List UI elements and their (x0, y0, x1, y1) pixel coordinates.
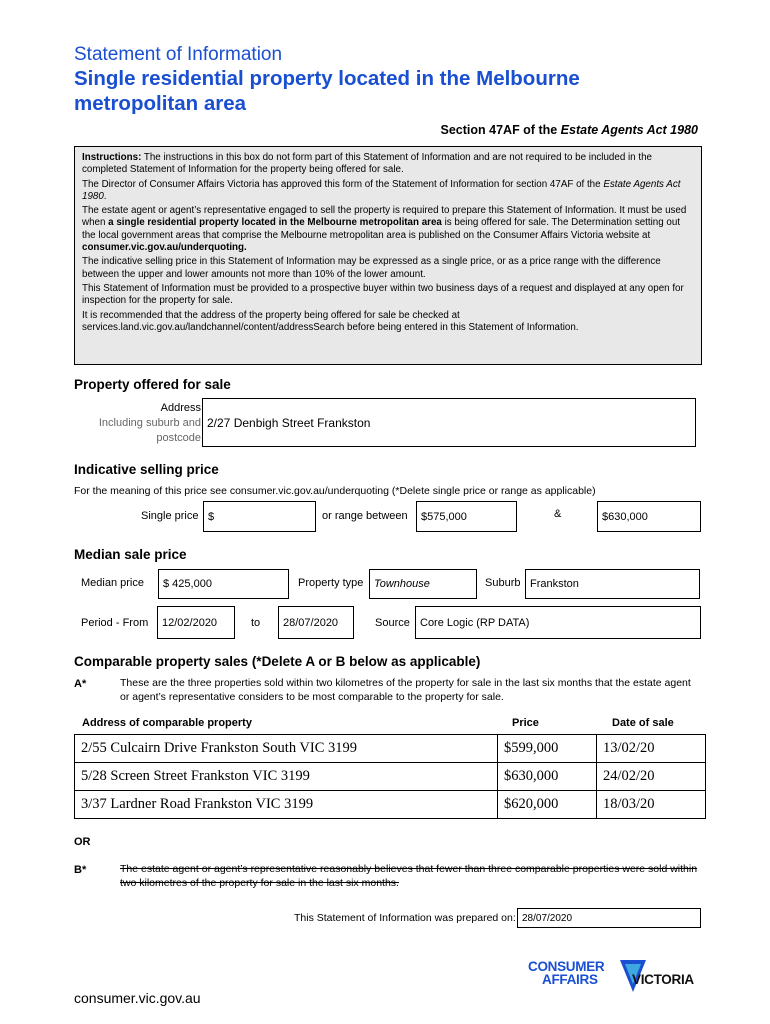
range-label: or range between (322, 510, 408, 522)
consumer-affairs-victoria-logo (528, 958, 708, 1010)
table-row (75, 735, 706, 763)
title-line-1: Single residential property located in the Melbourne (74, 67, 580, 90)
range-high-field[interactable]: $630,000 (597, 501, 701, 532)
instructions-p3-bold: a single residential property located in the Melbourne metropolitan area (108, 217, 442, 229)
instructions-p4: The indicative selling price in this Statement of Information may be expressed as a single price, or as a price range with the difference between the upper and lower amounts not more than 10% of the lower amount. (82, 256, 661, 280)
instructions-p5: This Statement of Information must be provided to a prospective buyer within two business days of a request and displayed at any open for inspection for the property for sale. (82, 282, 684, 307)
comparable-price-cell[interactable]: $630,000 (498, 763, 597, 791)
table-row (75, 791, 706, 819)
instructions-p3-mid: is being offered for sale. The Determination setting out the local government areas that comprise the Melbourne metropolitan area is published on the Consumer Affairs Victoria website at (82, 217, 681, 241)
source-field[interactable]: Core Logic (RP DATA) (415, 606, 701, 639)
section-reference (441, 123, 698, 137)
document-title (74, 66, 714, 116)
single-price-field[interactable]: $ (203, 501, 316, 532)
source-label: Source (375, 617, 410, 629)
footer-url[interactable]: consumer.vic.gov.au (74, 990, 201, 1006)
suburb-field[interactable]: Frankston (525, 569, 700, 599)
period-to-label: to (251, 617, 261, 629)
or-label: OR (74, 836, 91, 848)
instructions-p3: The estate agent or agent’s representative engaged to sell the property is required to prepare this Statement of Information. It must be used when (82, 205, 687, 229)
document-subtitle: Statement of Information (74, 44, 283, 65)
logo-text-consumer: CONSUMER (528, 959, 605, 974)
period-from-label: Period - From (81, 617, 149, 629)
comparable-price-cell[interactable]: $599,000 (498, 735, 597, 763)
address-label-line1: Address (160, 402, 201, 414)
property-heading: Property offered for sale (74, 377, 231, 392)
median-price-field[interactable]: $ 425,000 (158, 569, 289, 599)
address-label (74, 401, 201, 446)
table-row (75, 763, 706, 791)
address-label-line2: Including suburb and (98, 417, 201, 429)
option-a-label: A* (74, 678, 87, 690)
indicative-heading: Indicative selling price (74, 462, 219, 477)
instructions-p2: The Director of Consumer Affairs Victoria has approved this form of the Statement of Information for section 47AF of the (82, 178, 604, 190)
period-to-field[interactable]: 28/07/2020 (278, 606, 354, 639)
comparable-heading: Comparable property sales (*Delete A or B below as applicable) (74, 654, 481, 669)
median-price-label: Median price (81, 577, 144, 589)
comparable-date-cell[interactable]: 13/02/20 (597, 735, 706, 763)
range-ampersand: & (554, 508, 562, 520)
property-type-label: Property type (298, 577, 364, 589)
comparable-address-cell[interactable]: 5/28 Screen Street Frankston VIC 3199 (75, 763, 498, 791)
comparable-price-cell[interactable]: $620,000 (498, 791, 597, 819)
comparable-address-cell[interactable]: 3/37 Lardner Road Frankston VIC 3199 (75, 791, 498, 819)
suburb-label: Suburb (485, 577, 521, 589)
range-low-field[interactable]: $575,000 (416, 501, 517, 532)
address-label-line3: postcode (156, 432, 201, 444)
single-price-label: Single price (141, 510, 199, 522)
instructions-p1: The instructions in this box do not form part of this Statement of Information and are not required to be included in the completed Statement of Information for the property being offered for sale. (82, 152, 652, 176)
col-date-header: Date of sale (612, 717, 674, 729)
instructions-p2-end: . (103, 190, 107, 202)
col-address-header: Address of comparable property (82, 717, 252, 729)
median-heading: Median sale price (74, 547, 187, 562)
option-a-text: These are the three properties sold within two kilometres of the property for sale in the last six months that the estate agent or agent’s representative considers to be most comparable to the property for sale. (120, 677, 691, 703)
instructions-box (74, 146, 702, 365)
comparable-date-cell[interactable]: 24/02/20 (597, 763, 706, 791)
property-address-field[interactable]: 2/27 Denbigh Street Frankston (202, 398, 696, 447)
option-b-text: The estate agent or agent’s representative reasonably believes that fewer than three comparable properties were sold within two kilometres of the property for sale in the last six months. (120, 863, 698, 889)
section-prefix: Section 47AF of the (440, 123, 561, 137)
logo-text-affairs: AFFAIRS (542, 972, 598, 987)
instructions-link[interactable]: consumer.vic.gov.au/underquoting. (82, 242, 247, 254)
comparable-date-cell[interactable]: 18/03/20 (597, 791, 706, 819)
option-b-label: B* (74, 864, 87, 876)
section-act: Estate Agents Act 1980 (560, 123, 698, 137)
prepared-on-date-field[interactable]: 28/07/2020 (517, 908, 701, 928)
instructions-label: Instructions: (82, 152, 142, 163)
period-from-field[interactable]: 12/02/2020 (157, 606, 235, 639)
indicative-note: For the meaning of this price see consumer.vic.gov.au/underquoting (*Delete single price or range as applicable) (74, 485, 596, 497)
title-line-2: metropolitan area (74, 92, 247, 115)
col-price-header: Price (512, 717, 539, 729)
comparable-address-cell[interactable]: 2/55 Culcairn Drive Frankston South VIC 3199 (75, 735, 498, 763)
instructions-p2-act: Estate Agents Act 1980 (82, 178, 681, 202)
comparable-sales-table (74, 734, 706, 819)
property-type-field[interactable]: Townhouse (369, 569, 477, 599)
logo-text-victoria: VICTORIA (632, 972, 694, 987)
prepared-on-label: This Statement of Information was prepared on: (294, 912, 516, 924)
instructions-p6: It is recommended that the address of the property being offered for sale be checked at services.land.vic.gov.au/landchannel/content/addressSearch before being entered in this Statement of Information. (82, 309, 579, 333)
